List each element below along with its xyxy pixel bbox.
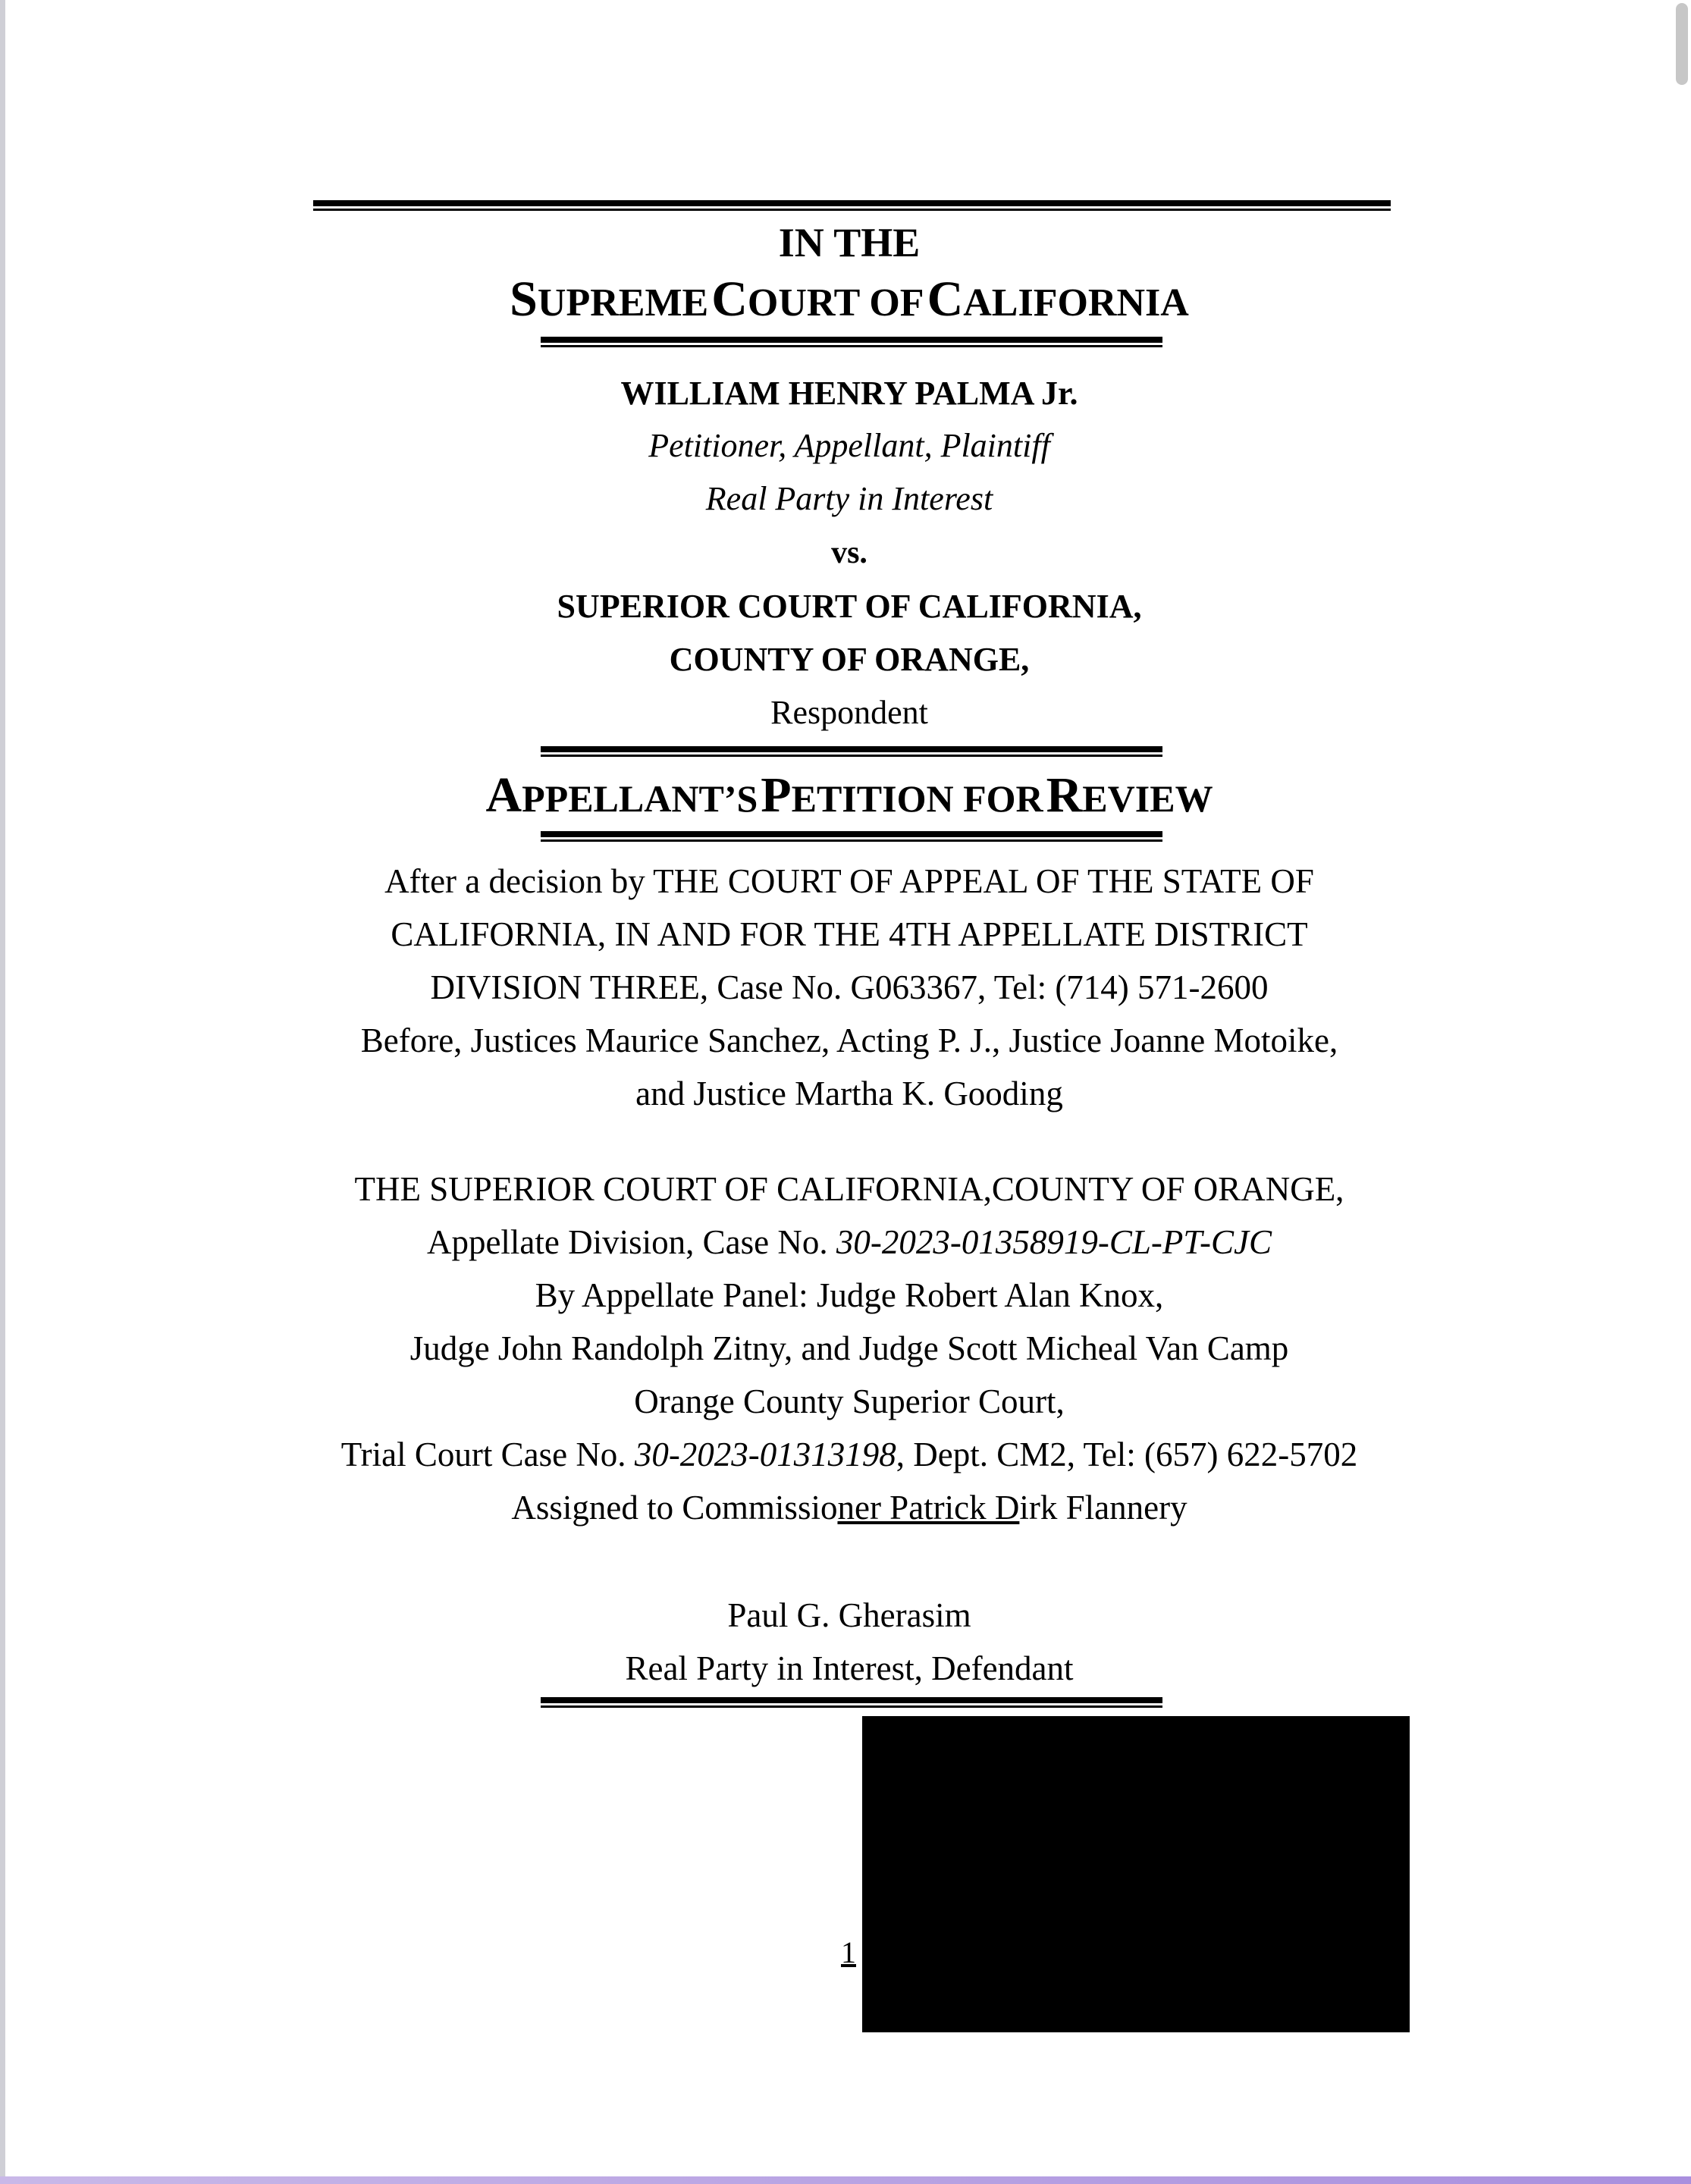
superior-line-5: Orange County Superior Court,	[634, 1382, 1065, 1420]
respondent-name-line1: SUPERIOR COURT OF CALIFORNIA,	[557, 588, 1142, 625]
appeal-line-3: DIVISION THREE, Case No. G063367, Tel: (714) 571-2600	[430, 968, 1269, 1006]
defendant-role: Real Party in Interest, Defendant	[625, 1649, 1074, 1687]
appeal-line-1: After a decision by THE COURT OF APPEAL OF THE STATE OF	[384, 862, 1314, 900]
closing-rule	[541, 1697, 1162, 1708]
vertical-scrollbar[interactable]	[1671, 0, 1691, 2176]
superior-line-7: Assigned to Commissioner Patrick Dirk Flannery	[511, 1489, 1187, 1527]
petitioner-role: Petitioner, Appellant, Plaintiff	[648, 427, 1050, 464]
appellate-case-number: 30-2023-01358919-CL-PT-CJC	[836, 1223, 1272, 1261]
superior-line-1: THE SUPERIOR COURT OF CALIFORNIA,COUNTY OF ORANGE,	[354, 1170, 1344, 1208]
superior-line-3: By Appellate Panel: Judge Robert Alan Knox,	[535, 1276, 1164, 1314]
versus-label: vs.	[831, 535, 867, 570]
superior-line-6: Trial Court Case No. 30-2023-01313198, Dept. CM2, Tel: (657) 622-5702	[340, 1436, 1358, 1473]
redaction-block	[862, 1716, 1410, 2032]
scrollbar-thumb[interactable]	[1676, 3, 1688, 85]
appeal-line-2: CALIFORNIA, IN AND FOR THE 4TH APPELLATE DISTRICT	[391, 915, 1308, 953]
appeal-line-4: Before, Justices Maurice Sanchez, Acting P. J., Justice Joanne Motoike,	[360, 1021, 1338, 1059]
petitioner-role-secondary: Real Party in Interest	[705, 480, 993, 517]
defendant-name: Paul G. Gherasim	[727, 1596, 971, 1634]
trial-case-number: 30-2023-01313198	[634, 1436, 896, 1473]
window-bottom-edge	[0, 2176, 1691, 2184]
title-rule	[541, 831, 1162, 842]
parties-rule	[541, 746, 1162, 757]
heading-in-the: IN THE	[778, 220, 921, 265]
superior-line-4: Judge John Randolph Zitny, and Judge Scott Micheal Van Camp	[409, 1329, 1289, 1367]
superior-line-2: Appellate Division, Case No. 30-2023-01358919-CL-PT-CJC	[426, 1223, 1272, 1261]
appeal-line-5: and Justice Martha K. Gooding	[635, 1075, 1063, 1112]
heading-court-name: SUPREME COURT OF CALIFORNIA	[510, 271, 1189, 327]
footnote-marker[interactable]: 1	[841, 1935, 856, 1969]
document-title: APPELLANT’S PETITION FOR REVIEW	[485, 767, 1213, 823]
respondent-role: Respondent	[770, 694, 928, 731]
petitioner-name: WILLIAM HENRY PALMA Jr.	[620, 375, 1078, 412]
respondent-name-line2: COUNTY OF ORANGE,	[669, 641, 1030, 678]
heading-rule	[541, 337, 1162, 347]
top-double-rule	[313, 200, 1391, 211]
